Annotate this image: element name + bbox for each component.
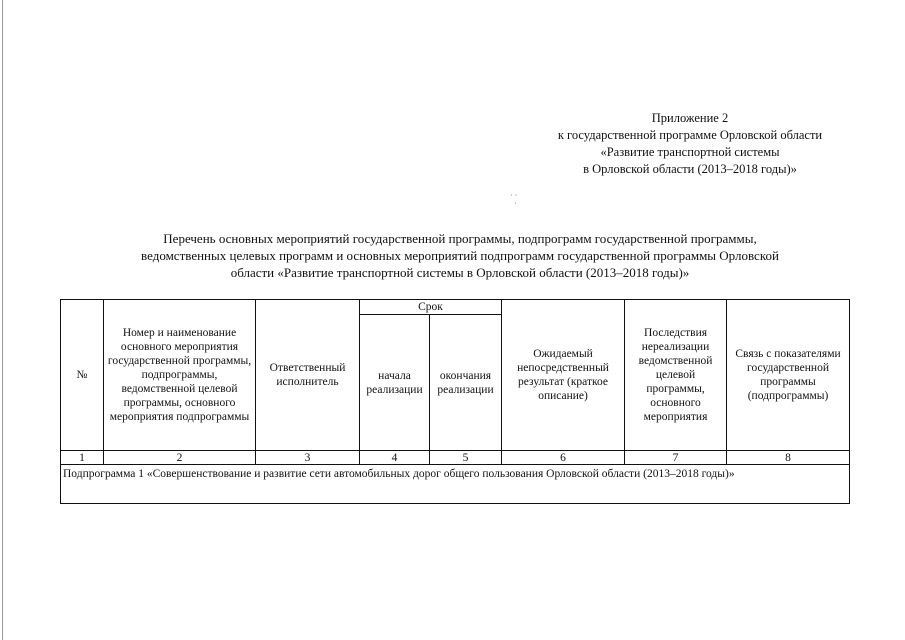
subprogram-row <box>61 465 850 504</box>
column-number: 7 <box>625 451 727 465</box>
title-line: ведомственных целевых программ и основных мероприятий подпрограмм государственной программы Орловской <box>141 248 779 263</box>
column-number-row <box>61 451 850 465</box>
header-consequences: Последствия нереализации ведомственной целевой программы, основного мероприятия <box>625 300 727 451</box>
header-term: Срок <box>360 300 502 315</box>
column-number: 3 <box>256 451 360 465</box>
header-result: Ожидаемый непосредственный результат (краткое описание) <box>502 300 625 451</box>
annex-line: «Развитие транспортной системы <box>600 145 780 159</box>
column-number: 6 <box>502 451 625 465</box>
annex-line: Приложение 2 <box>651 111 729 125</box>
header-num: № <box>61 300 104 451</box>
header-term-end: окончания реализации <box>430 315 502 451</box>
header-name: Номер и наименование основного мероприятия государственной программы, подпрограммы, ведомственной целевой программы, основного мероприятия подпрограммы <box>104 300 256 451</box>
column-number: 4 <box>360 451 430 465</box>
annex-block <box>480 110 900 178</box>
scan-specks: · · · <box>510 191 518 208</box>
subprogram-title: Подпрограмма 1 «Совершенствование и развитие сети автомобильных дорог общего пользования Орловской области (2013–2018 годы)» <box>61 465 850 504</box>
title-line: Перечень основных мероприятий государственной программы, подпрограмм государственной программы, <box>163 231 757 246</box>
annex-line: в Орловской области (2013–2018 годы)» <box>583 162 797 176</box>
header-executor: Ответственный исполнитель <box>256 300 360 451</box>
column-number: 2 <box>104 451 256 465</box>
header-link: Связь с показателями государственной программы (подпрограммы) <box>727 300 850 451</box>
title-line: области «Развитие транспортной системы в Орловской области (2013–2018 годы)» <box>230 265 690 280</box>
measures-table <box>60 299 850 504</box>
column-number: 5 <box>430 451 502 465</box>
header-row <box>61 300 850 315</box>
page-edge-line <box>2 0 3 640</box>
document-title <box>70 230 850 281</box>
column-number: 8 <box>727 451 850 465</box>
header-term-start: начала реализации <box>360 315 430 451</box>
column-number: 1 <box>61 451 104 465</box>
annex-line: к государственной программе Орловской области <box>557 128 823 142</box>
